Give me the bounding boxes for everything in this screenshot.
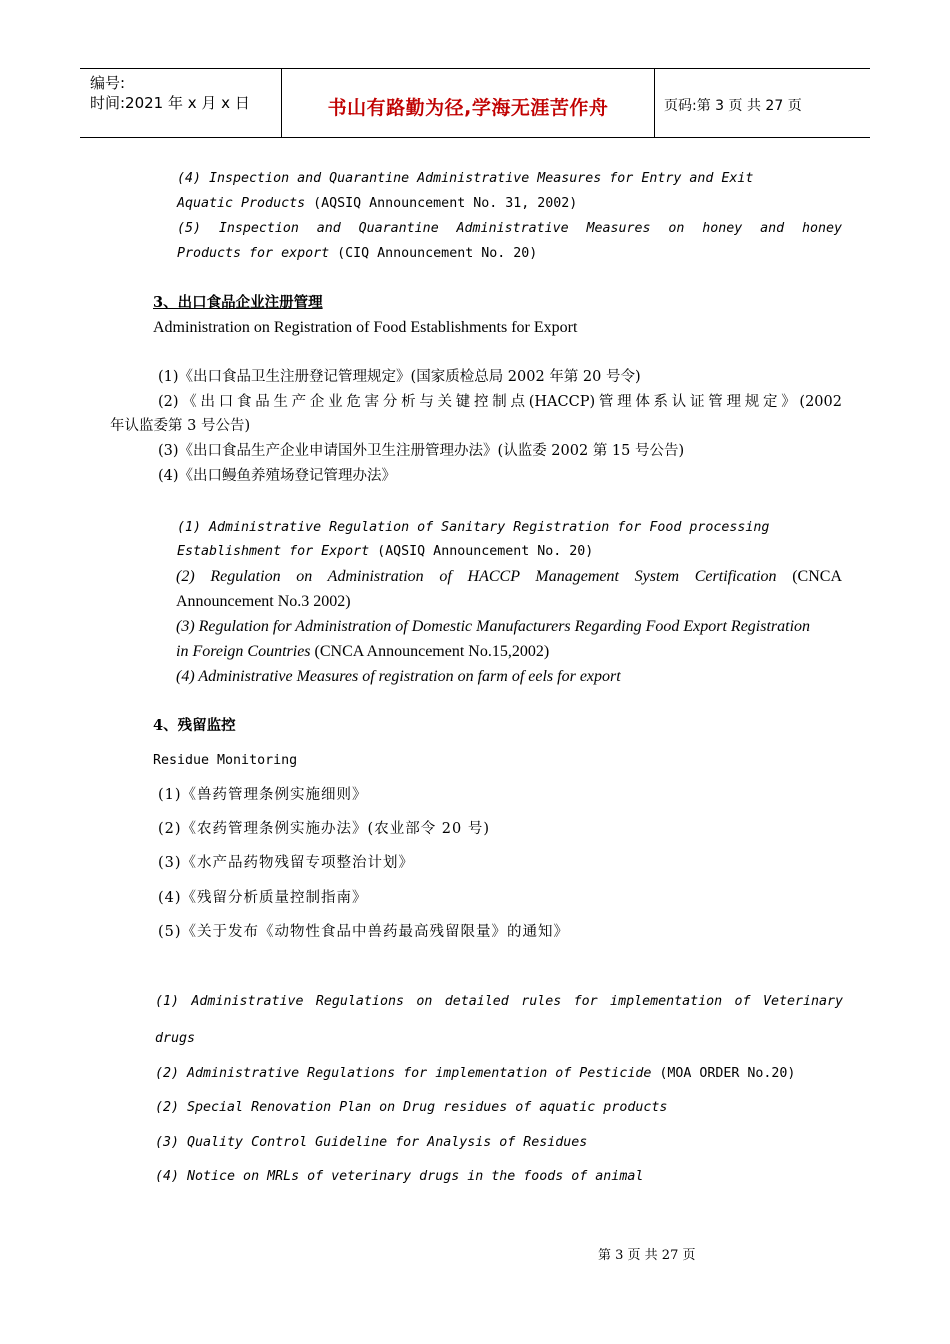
header-page-number: 页码:第 3 页 共 27 页	[664, 98, 802, 114]
document-date-label: 时间:2021 年 x 月 x 日	[90, 94, 250, 112]
section-3-en-item-4: (4) Administrative Measures of registration on farm of eels for export	[176, 668, 621, 685]
section-3-heading-cn: 3、出口食品企业注册管理	[153, 294, 323, 311]
ref-4-line-2	[177, 197, 577, 210]
section-3-en-item-2-line-2: Announcement No.3 2002)	[176, 593, 351, 610]
ref-4-source: (AQSIQ Announcement No. 31, 2002)	[305, 196, 578, 211]
section-4-en-item-2-source: (MOA ORDER No.20)	[651, 1066, 796, 1081]
document-number-label: 编号:	[90, 74, 126, 92]
section-4-en-item-2	[155, 1067, 795, 1080]
section-4-cn-item-2: (2)《农药管理条例实施办法》(农业部令 20 号)	[158, 821, 491, 837]
section-3-en-item-2-source: (CNCA	[776, 568, 843, 585]
header-motto-cell	[282, 69, 655, 137]
ref-5-line-1: (5) Inspection and Quarantine Administrative Measures on honey and honey	[177, 221, 842, 236]
section-3-en-item-1-line-2	[177, 545, 593, 558]
section-3-en-item-3-line-1: (3) Regulation for Administration of Domestic Manufacturers Regarding Food Export Registration	[176, 618, 811, 635]
section-3-cn-item-2-line-1: (2)《出口食品生产企业危害分析与关键控制点(HACCP)管理体系认证管理规定》(2002	[158, 394, 842, 410]
section-3-en-item-1-title: Establishment for Export	[177, 544, 370, 559]
section-3-cn-item-2-line-2: 年认监委第 3 号公告)	[110, 418, 251, 434]
section-4-en-item-1-line-2: drugs	[155, 1031, 196, 1046]
section-3-en-item-1-source: (AQSIQ Announcement No. 20)	[369, 544, 594, 559]
section-4-heading-en: Residue Monitoring	[153, 753, 298, 768]
section-4-en-item-5: (4) Notice on MRLs of veterinary drugs in the foods of animal	[155, 1169, 644, 1184]
section-3-heading-en: Administration on Registration of Food Establishments for Export	[153, 319, 578, 336]
section-3-en-item-3-line-2	[176, 644, 549, 660]
section-3-en-item-2-title: (2) Regulation on Administration of HACCP Management System Certification	[176, 568, 777, 585]
section-3-en-item-3-source: (CNCA Announcement No.15,2002)	[310, 643, 550, 660]
section-4-en-item-4: (3) Quality Control Guideline for Analysis of Residues	[155, 1135, 588, 1150]
header-motto: 书山有路勤为径,学海无涯苦作舟	[327, 97, 609, 119]
ref-5-line-2	[177, 247, 537, 260]
ref-4-line-1: (4) Inspection and Quarantine Administrative Measures for Entry and Exit	[177, 171, 754, 186]
section-4-en-item-1-line-1: (1) Administrative Regulations on detailed rules for implementation of Veterinary	[155, 994, 843, 1009]
ref-5-title: Products for export	[177, 246, 330, 261]
page-header	[80, 68, 870, 138]
section-4-cn-item-1: (1)《兽药管理条例实施细则》	[158, 787, 368, 803]
section-4-cn-item-4: (4)《残留分析质量控制指南》	[158, 890, 368, 906]
section-4-cn-item-3: (3)《水产品药物残留专项整治计划》	[158, 855, 415, 871]
section-3-en-item-3-title: in Foreign Countries	[176, 643, 311, 660]
header-page-cell	[655, 69, 870, 137]
section-3-cn-item-1: (1)《出口食品卫生注册登记管理规定》(国家质检总局 2002 年第 20 号令)	[158, 369, 641, 385]
section-4-cn-item-5: (5)《关于发布《动物性食品中兽药最高残留限量》的通知》	[158, 924, 570, 940]
ref-4-title: Aquatic Products	[177, 196, 306, 211]
section-4-heading-cn: 4、残留监控	[153, 717, 236, 734]
page-footer: 第 3 页 共 27 页	[598, 1248, 696, 1263]
header-meta-cell	[80, 69, 282, 137]
section-3-en-item-2-line-1	[176, 569, 842, 585]
ref-5-source: (CIQ Announcement No. 20)	[329, 246, 538, 261]
section-4-en-item-3: (2) Special Renovation Plan on Drug residues of aquatic products	[155, 1100, 668, 1115]
section-3-cn-item-4: (4)《出口鳗鱼养殖场登记管理办法》	[158, 468, 397, 484]
section-3-cn-item-3: (3)《出口食品生产企业申请国外卫生注册管理办法》(认监委 2002 第 15 号公告)	[158, 443, 685, 459]
section-3-en-item-1-line-1: (1) Administrative Regulation of Sanitary Registration for Food processing	[177, 520, 770, 535]
section-4-en-item-2-title: (2) Administrative Regulations for implementation of Pesticide	[155, 1066, 652, 1081]
